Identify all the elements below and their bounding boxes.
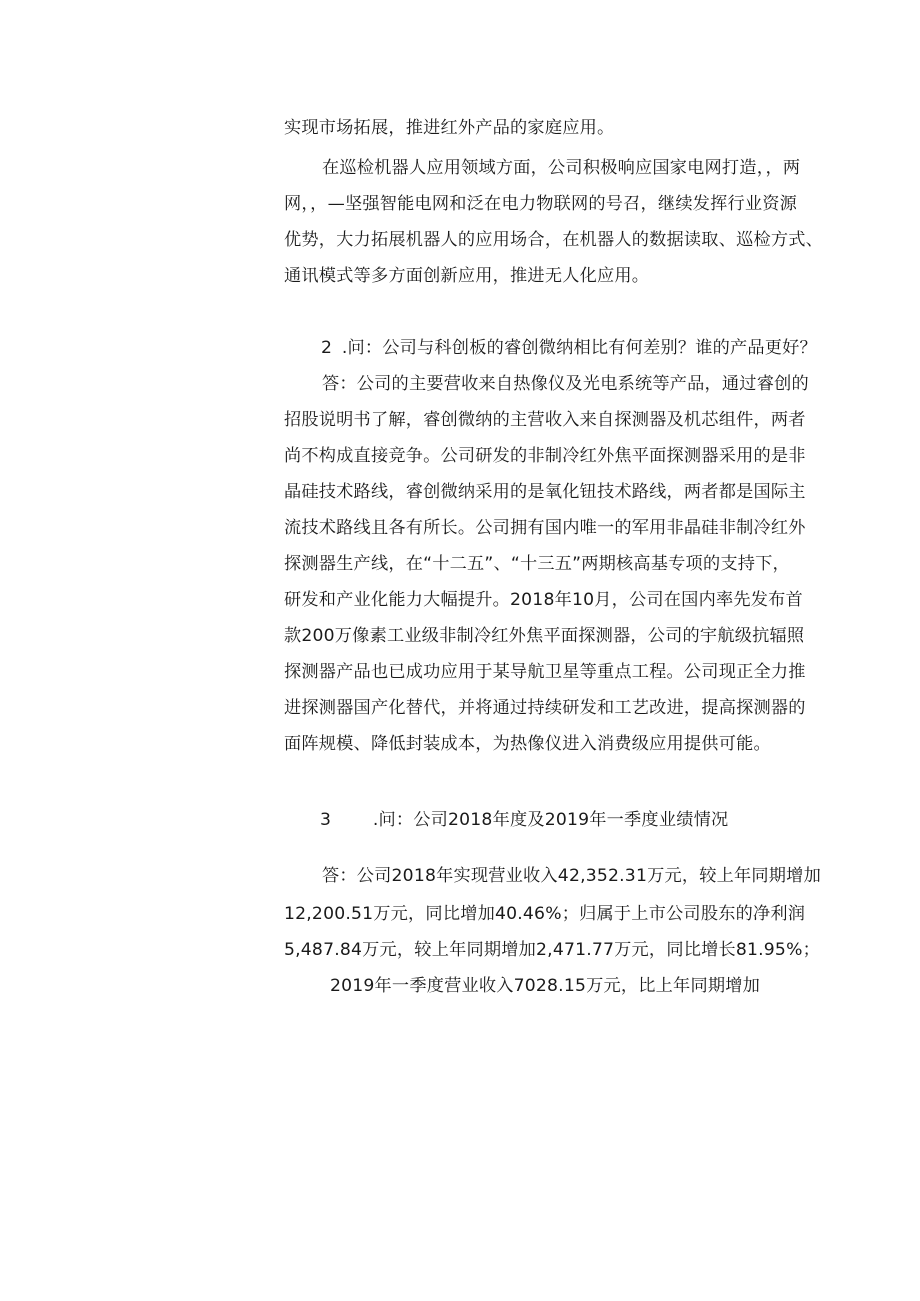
question-text: .问：公司与科创板的睿创微纳相比有何差别？谁的产品更好？ [341, 338, 817, 358]
answer-line: 面阵规模、降低封装成本，为热像仪进入消费级应用提供可能。 [284, 734, 771, 754]
question-number: 3 [320, 810, 332, 830]
question-number: 2 [321, 338, 333, 358]
answer-line: 招股说明书了解，睿创微纳的主营收入来自探测器及机芯组件，两者 [284, 410, 806, 430]
text-line: 优势，大力拓展机器人的应用场合，在机器人的数据读取、巡检方式、 [284, 230, 824, 250]
text-line: 实现市场拓展，推进红外产品的家庭应用。 [284, 118, 615, 138]
question-heading-2 [321, 336, 817, 360]
answer-line: 答：公司的主要营收来自热像仪及光电系统等产品，通过睿创的 [322, 374, 809, 394]
answer-line: 5,487.84万元，较上年同期增加2,471.77万元，同比增长81.95%； [284, 940, 820, 960]
answer-line: 探测器产品也已成功应用于某导航卫星等重点工程。公司现正全力推 [284, 662, 806, 682]
text-line: 在巡检机器人应用领域方面，公司积极响应国家电网打造，，两 [322, 158, 801, 178]
answer-line: 进探测器国产化替代，并将通过持续研发和工艺改进，提高探测器的 [284, 698, 806, 718]
answer-line: 答：公司2018年实现营业收入42,352.31万元，较上年同期增加 [322, 866, 821, 886]
answer-line: 晶硅技术路线，睿创微纳采用的是氧化钮技术路线，两者都是国际主 [284, 482, 806, 502]
answer-line: 尚不构成直接竞争。公司研发的非制冷红外焦平面探测器采用的是非 [284, 446, 806, 466]
question-text: .问：公司2018年度及2019年一季度业绩情况 [372, 810, 729, 830]
answer-line: 流技术路线且各有所长。公司拥有国内唯一的军用非晶硅非制冷红外 [284, 518, 806, 538]
answer-line: 款200万像素工业级非制冷红外焦平面探测器，公司的宇航级抗辐照 [284, 626, 805, 646]
question-heading-3 [320, 808, 728, 832]
text-line: 通讯模式等多方面创新应用，推进无人化应用。 [284, 266, 650, 286]
answer-line: 12,200.51万元，同比增加40.46%；归属于上市公司股东的净利润 [284, 904, 806, 924]
answer-line: 2019年一季度营业收入7028.15万元，比上年同期增加 [330, 976, 760, 996]
text-line: 网，，—坚强智能电网和泛在电力物联网的号召，继续发挥行业资源 [284, 194, 798, 214]
answer-line: 探测器生产线，在“十二五”、“十三五”两期核高基专项的支持下， [284, 554, 790, 574]
answer-line: 研发和产业化能力大幅提升。2018年10月，公司在国内率先发布首 [284, 590, 803, 610]
